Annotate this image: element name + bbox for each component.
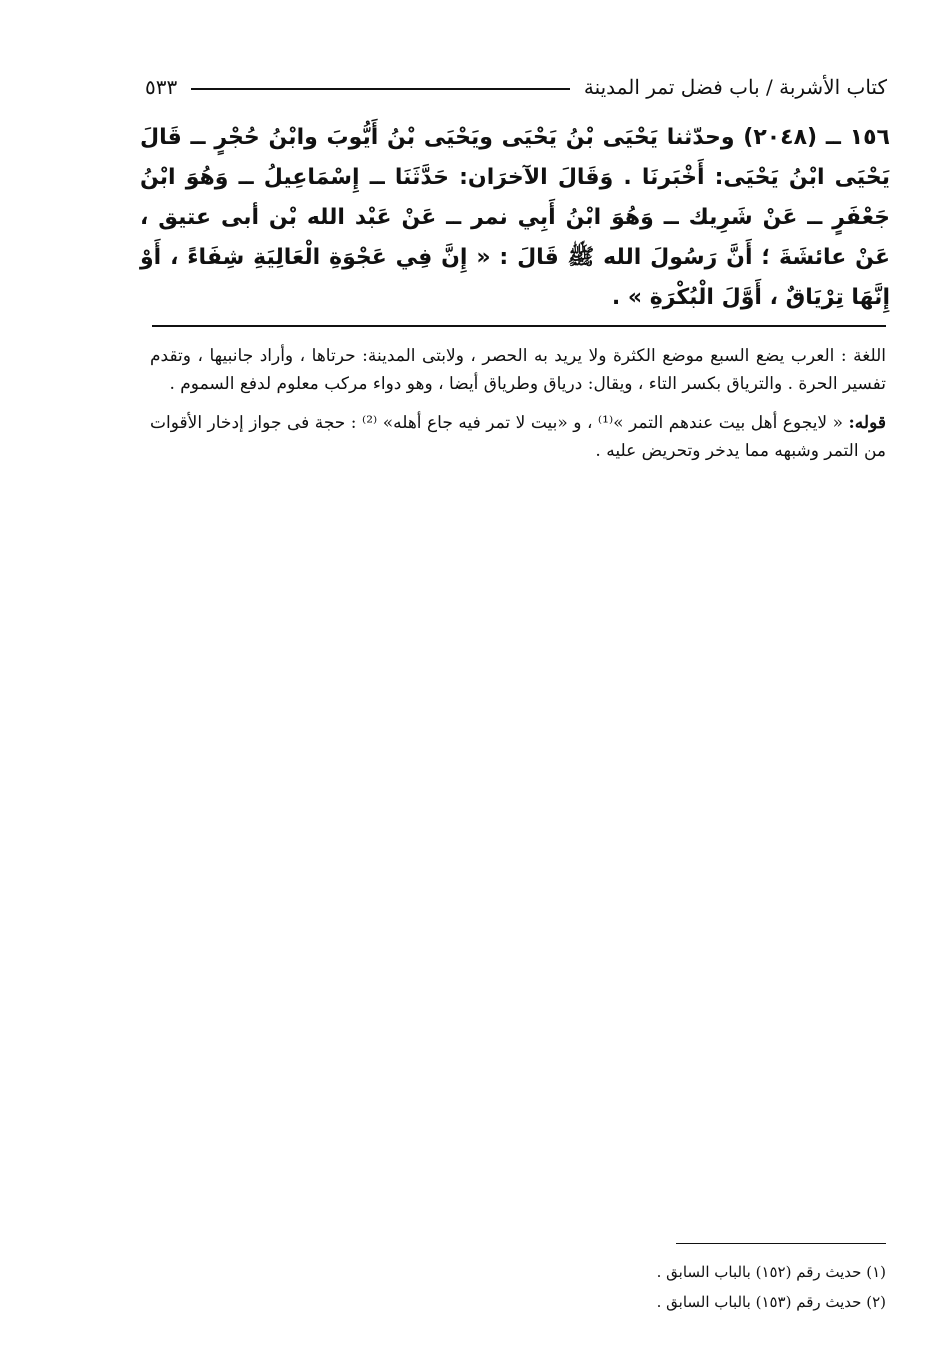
running-header xyxy=(145,70,887,104)
footnote-1: (١) حديث رقم (١٥٢) بالباب السابق . xyxy=(656,1263,886,1281)
page-number: ٥٣٣ xyxy=(145,75,178,99)
footnote-2: (٢) حديث رقم (١٥٣) بالباب السابق . xyxy=(656,1293,886,1311)
commentary-paragraph-lexicon: اللغة : العرب يضع السبع موضع الكثرة ولا يريد به الحصر ، ولابتى المدينة: حرتاها ، وأراد جانبيها ، وتقدم تفسير الحرة . والترياق بكسر التاء ، ويقال: درياق وطرياق أيضا ، وهو دواء مركب معلوم لدفع السموم . xyxy=(150,346,886,394)
commentary xyxy=(150,342,886,476)
footnotes xyxy=(500,1257,886,1317)
section-divider xyxy=(152,325,886,327)
commentary-paragraph-statement xyxy=(150,409,886,465)
footnote-rule xyxy=(676,1243,886,1244)
header-rule xyxy=(191,88,570,90)
commentary-statement-text: « لايجوع أهل بيت عندهم التمر »⁽¹⁾ ، و «بيت لا تمر فيه جاع أهله» ⁽²⁾ : حجة فى جواز إدخار الأقوات من التمر وشبهه مما يدخر وتحريض عليه . xyxy=(150,413,886,461)
hadith-text: ١٥٦ ــ (٢٠٤٨) وحدّثنا يَحْيَى بْنُ يَحْيَى ويَحْيَى بْنُ أَيُّوبَ وابْنُ حُجْرٍ ــ قَالَ يَحْيَى ابْنُ يَحْيَى: أَخْبَرنَا . وَقَالَ الآخرَان: حَدَّثَنَا ــ إِسْمَاعِيلُ ــ وَهُوَ ابْنُ جَعْفَرٍ ــ عَنْ شَرِيك ــ وَهُوَ ابْنُ أَبِي نمر ــ عَنْ عَبْد الله بْن أبى عتيق ، عَنْ عائشَةَ ؛ أَنَّ رَسُولَ الله ﷺ قَالَ : « إِنَّ فِي عَجْوَةِ الْعَالِيَةِ شِفَاءً ، أَوْ إِنَّهَا تِرْيَاقٌ ، أَوَّلَ الْبُكْرَةِ » . xyxy=(140,125,890,310)
commentary-label: قوله: xyxy=(848,413,886,433)
chapter-title: كتاب الأشربة / باب فضل تمر المدينة xyxy=(583,75,887,99)
